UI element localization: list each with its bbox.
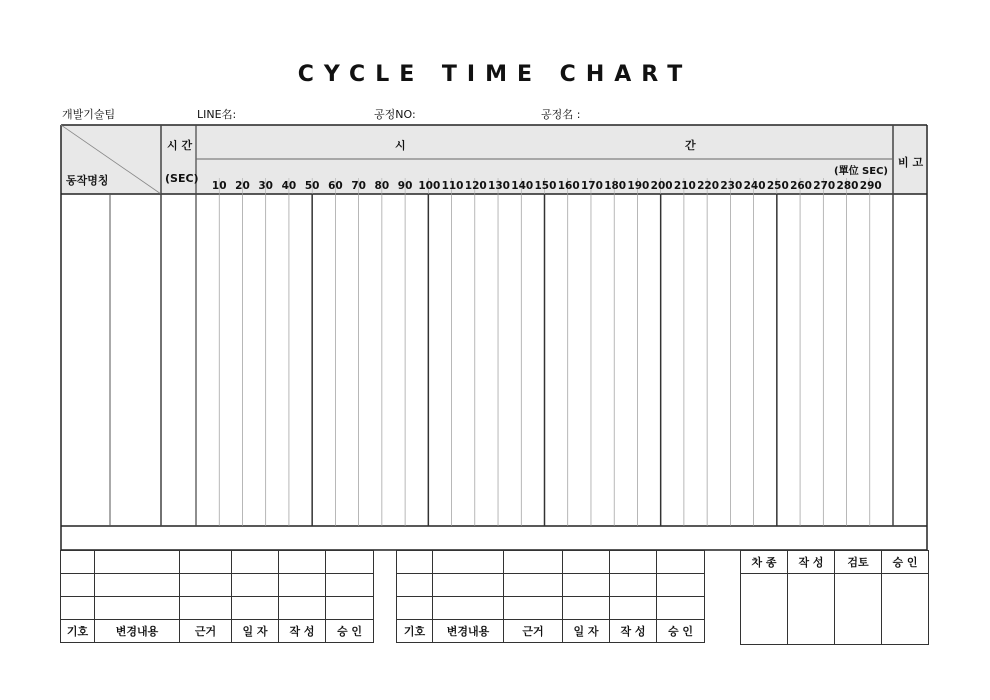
sec-header: (SEC) xyxy=(165,172,199,185)
revision-table-right xyxy=(396,550,705,643)
tick-label: 80 xyxy=(374,180,390,192)
action-name-header: 동작명칭 xyxy=(66,174,109,187)
tick-label: 280 xyxy=(836,180,859,192)
tick-label: 160 xyxy=(557,180,580,192)
tick-label: 190 xyxy=(627,180,650,192)
tick-label: 50 xyxy=(304,180,320,192)
approval-col-review: 검토 xyxy=(835,551,882,574)
tick-label: 100 xyxy=(418,180,441,192)
rev-col-basis: 근거 xyxy=(180,620,232,643)
tick-label: 290 xyxy=(859,180,882,192)
page-title: CYCLE TIME CHART xyxy=(297,62,693,87)
tick-label: 30 xyxy=(258,180,273,192)
tick-label: 220 xyxy=(697,180,720,192)
rev-col-date: 일 자 xyxy=(232,620,279,643)
tick-label: 270 xyxy=(813,180,836,192)
unit-label: (單位 SEC) xyxy=(834,166,888,177)
rev-col-date: 일 자 xyxy=(563,620,610,643)
rev-col-approve: 승 인 xyxy=(657,620,705,643)
approval-col-approve: 승 인 xyxy=(882,551,929,574)
tick-label: 110 xyxy=(441,180,464,192)
rev-col-author: 작 성 xyxy=(610,620,657,643)
time-header: 시 간 xyxy=(167,139,193,152)
tick-label: 200 xyxy=(650,180,673,192)
approval-col-author: 작 성 xyxy=(788,551,835,574)
rev-col-code: 기호 xyxy=(397,620,433,643)
tick-label: 250 xyxy=(766,180,789,192)
tick-label: 60 xyxy=(328,180,343,192)
tick-label: 140 xyxy=(511,180,534,192)
process-no-label: 공정NO: xyxy=(374,108,416,121)
remarks-header: 비 고 xyxy=(898,156,924,169)
gan-header: 간 xyxy=(685,139,696,152)
tick-label: 120 xyxy=(464,180,487,192)
line-name-label: LINE名: xyxy=(197,108,237,121)
tick-label: 40 xyxy=(281,180,297,192)
tick-label: 70 xyxy=(351,180,366,192)
si-header: 시 xyxy=(395,139,406,152)
rev-col-author: 작 성 xyxy=(279,620,326,643)
tick-label: 230 xyxy=(720,180,743,192)
tick-label: 10 xyxy=(211,180,227,192)
revision-table-left xyxy=(60,550,374,643)
tick-label: 170 xyxy=(580,180,603,192)
rev-col-basis: 근거 xyxy=(504,620,563,643)
tick-label: 210 xyxy=(673,180,696,192)
rev-col-code: 기호 xyxy=(61,620,95,643)
tick-label: 260 xyxy=(790,180,812,192)
tick-label: 180 xyxy=(604,180,627,192)
process-name-label: 공정名 : xyxy=(541,108,581,121)
tick-label: 150 xyxy=(534,180,557,192)
tick-label: 130 xyxy=(488,180,510,192)
tick-label: 20 xyxy=(235,180,250,192)
rev-col-change: 변경내용 xyxy=(433,620,504,643)
approval-col-model: 차 종 xyxy=(741,551,788,574)
team-label: 개발기술팀 xyxy=(62,108,116,121)
rev-col-approve: 승 인 xyxy=(326,620,374,643)
rev-col-change: 변경내용 xyxy=(95,620,180,643)
tick-label: 90 xyxy=(397,180,413,192)
tick-label: 240 xyxy=(743,180,766,192)
approval-box xyxy=(740,550,929,645)
